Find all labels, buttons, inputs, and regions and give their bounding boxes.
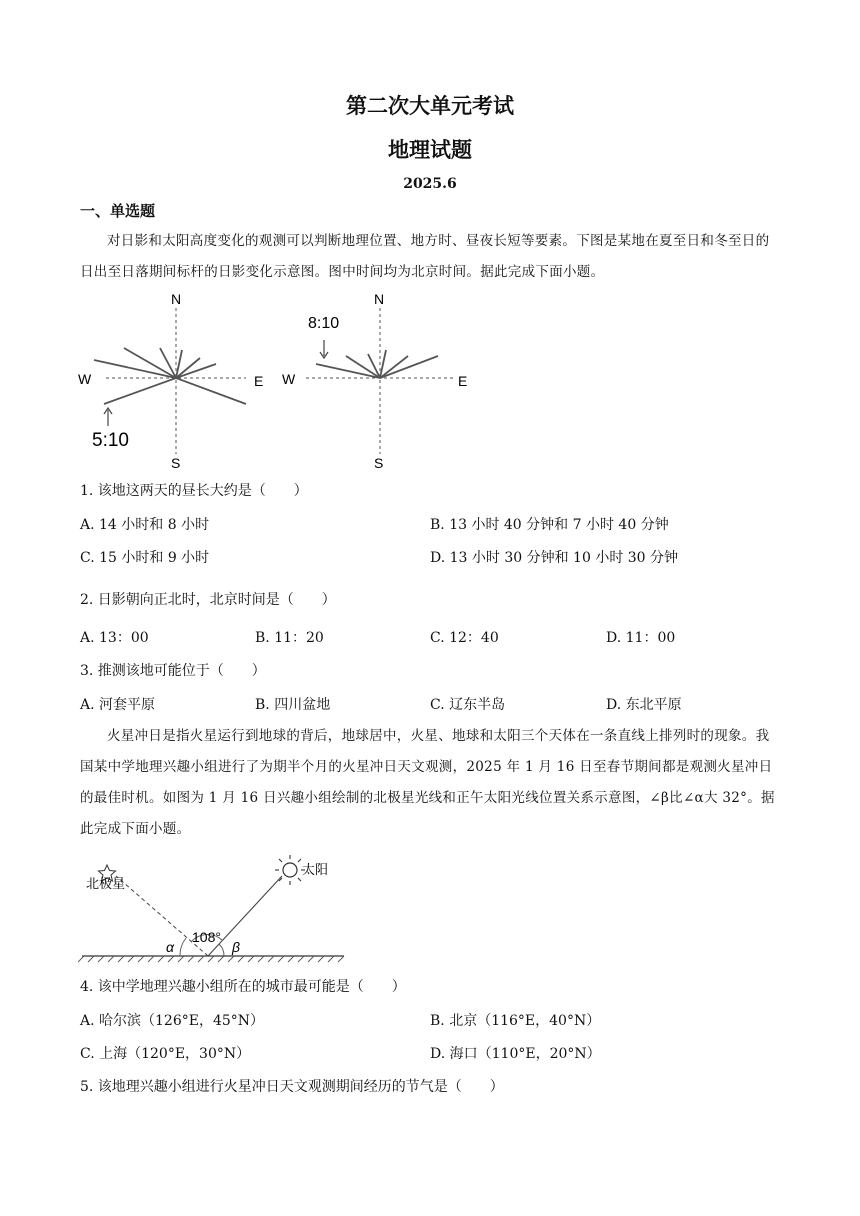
sunrise-time-label: 5:10: [92, 430, 129, 451]
option-a[interactable]: A. 13：00: [80, 630, 149, 646]
alpha-arc: [180, 938, 186, 956]
ground-hatching: [78, 956, 344, 962]
option-b[interactable]: B. 北京（116°E，40°N）: [430, 1013, 601, 1029]
option-c[interactable]: C. 15 小时和 9 小时: [80, 550, 210, 566]
option-a[interactable]: A. 14 小时和 8 小时: [80, 517, 210, 533]
summer-shadow-compass: [78, 291, 263, 471]
option-d[interactable]: D. 东北平原: [606, 697, 682, 713]
option-d[interactable]: D. 海口（110°E，20°N）: [430, 1046, 601, 1062]
exam-title: 第二次大单元考试: [346, 93, 514, 118]
angle-108-label: 108°: [192, 929, 221, 945]
alpha-label: α: [166, 939, 174, 955]
winter-shadow-compass: [282, 291, 467, 471]
option-b[interactable]: B. 四川盆地: [255, 697, 331, 713]
exam-date: 2025.6: [403, 176, 457, 192]
subject-title: 地理试题: [388, 137, 472, 162]
option-d[interactable]: D. 13 小时 30 分钟和 10 小时 30 分钟: [430, 550, 679, 566]
south-label: S: [171, 455, 181, 471]
option-a[interactable]: A. 河套平原: [80, 697, 156, 713]
time-label: 8:10: [308, 315, 340, 332]
option-b[interactable]: B. 13 小时 40 分钟和 7 小时 40 分钟: [430, 517, 669, 533]
sun-label: 太阳: [302, 862, 329, 877]
option-d[interactable]: D. 11：00: [606, 630, 676, 646]
beta-label: β: [232, 939, 240, 955]
passage-2: 火星冲日是指火星运行到地球的背后，地球居中，火星、地球和太阳三个天体在一条直线上排列时的现象。我国某中学地理兴趣小组进行了为期半个月的火星冲日天文观测，2025 年 1 月 16 日至春节期间都是观测火星冲日的最佳时机。如图为 1 月 16 日兴趣小组绘制的北极星光线和正午太阳光线位置关系示意图，∠β比∠α大 32°。据此完成下面小题。: [80, 728, 775, 837]
option-c[interactable]: C. 12：40: [430, 630, 499, 646]
sun-icon: [275, 855, 305, 885]
option-c[interactable]: C. 上海（120°E，30°N）: [80, 1046, 251, 1062]
south-label: S: [374, 455, 384, 471]
north-label: N: [171, 291, 182, 307]
option-b[interactable]: B. 11：20: [255, 630, 324, 646]
passage-1: 对日影和太阳高度变化的观测可以判断地理位置、地方时、昼夜长短等要素。下图是某地在夏至日和冬至日的日出至日落期间标杆的日影变化示意图。图中时间均为北京时间。据此完成下面小题。: [80, 233, 770, 280]
west-label: W: [282, 371, 296, 387]
east-label: E: [458, 373, 468, 389]
shadow-diagram: [70, 286, 490, 472]
option-a[interactable]: A. 哈尔滨（126°E，45°N）: [80, 1013, 265, 1029]
question-3: 3. 推测该地可能位于（ ）: [80, 663, 266, 679]
north-label: N: [374, 291, 385, 307]
section-title: 一、单选题: [80, 202, 156, 220]
question-4: 4. 该中学地理兴趣小组所在的城市最可能是（ ）: [80, 979, 406, 995]
beta-arc: [219, 944, 224, 956]
question-1: 1. 该地这两天的昼长大约是（ ）: [80, 483, 308, 499]
option-c[interactable]: C. 辽东半岛: [430, 697, 506, 713]
polaris-label: 北极星: [86, 876, 126, 891]
polaris-sun-diagram: [78, 852, 348, 964]
question-5: 5. 该地理兴趣小组进行火星冲日天文观测期间经历的节气是（ ）: [80, 1079, 504, 1095]
west-label: W: [78, 371, 92, 387]
question-2: 2. 日影朝向正北时，北京时间是（ ）: [80, 592, 336, 608]
east-label: E: [254, 373, 264, 389]
